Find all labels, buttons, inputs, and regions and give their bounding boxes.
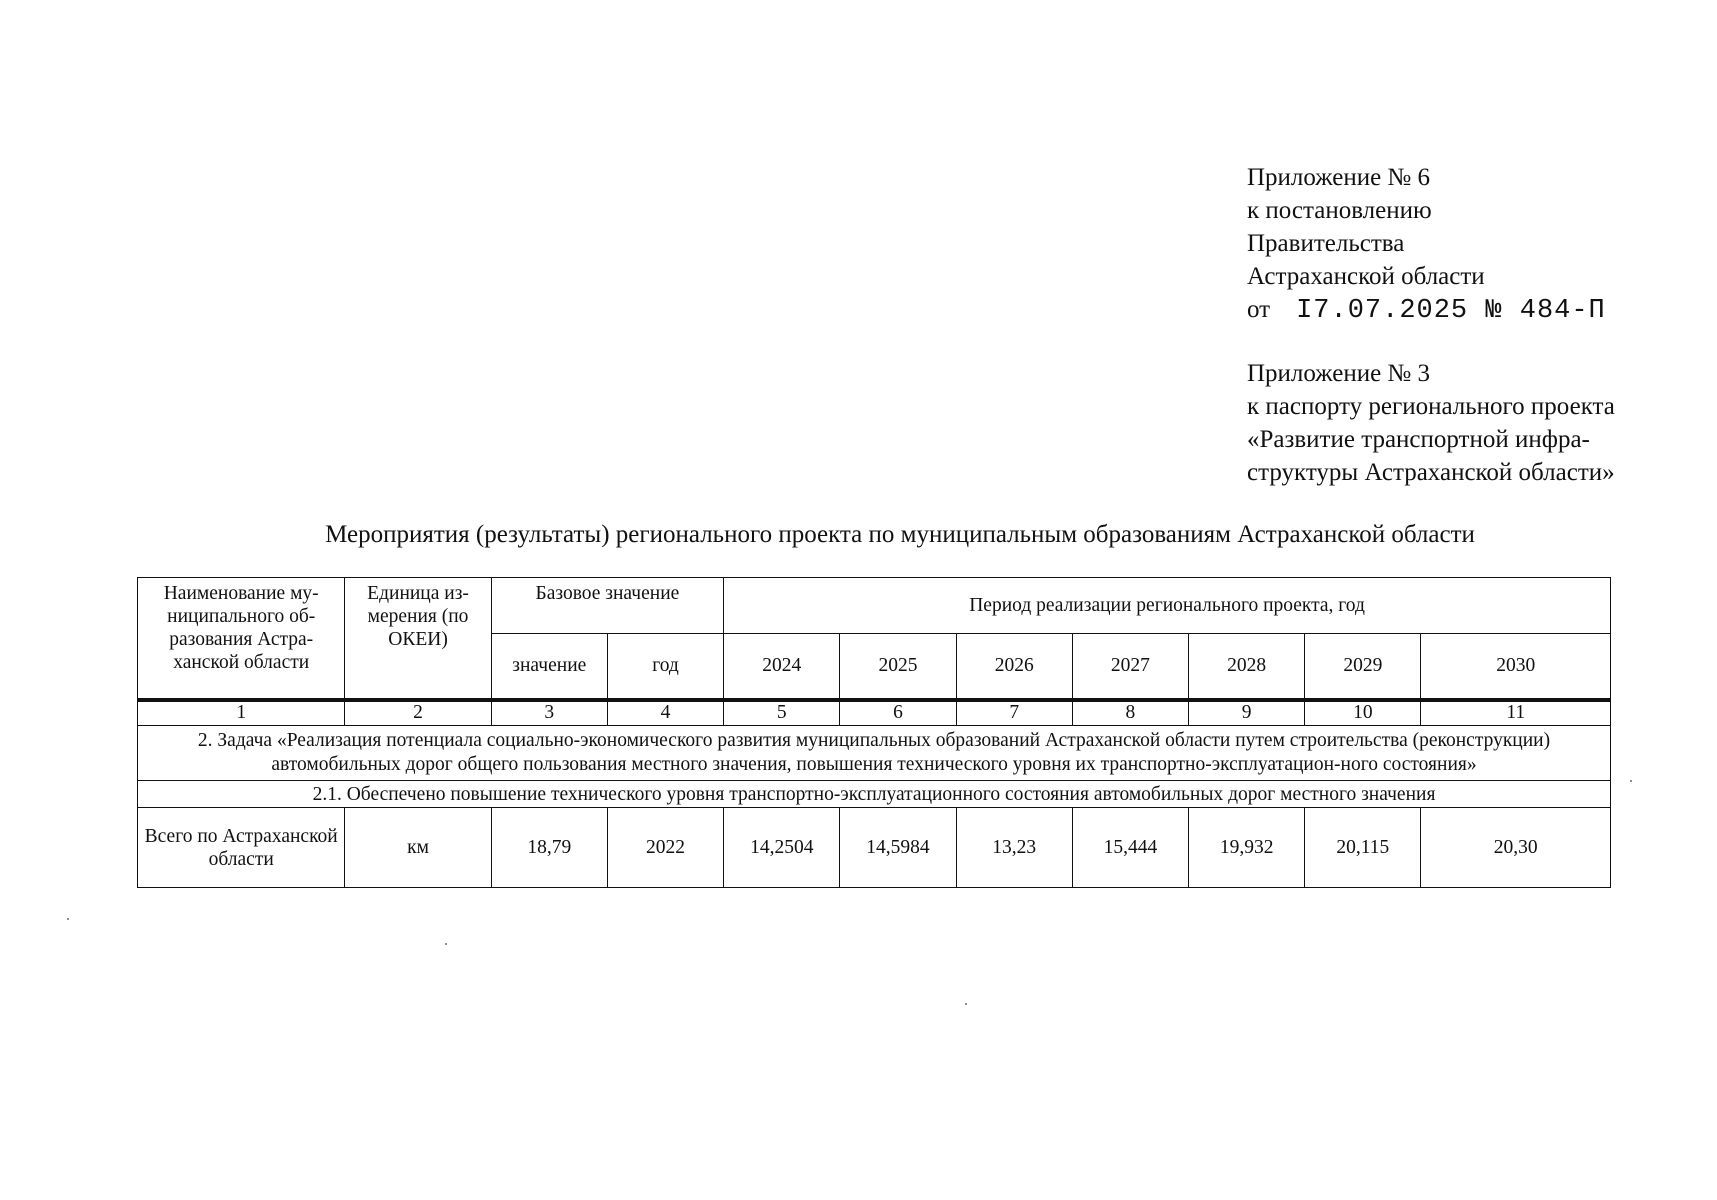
appendix-3-line-1: Приложение № 3 (1247, 360, 1431, 387)
column-number: 10 (1305, 700, 1421, 726)
header-municipality: Наименование му-ниципального об-разования Астра-ханской области (138, 578, 345, 700)
column-number: 4 (607, 700, 723, 726)
scan-speck (445, 943, 447, 945)
header-year-2024: 2024 (724, 634, 840, 700)
header-unit: Единица из-мерения (по ОКЕИ) (345, 578, 491, 700)
header-base-value: Базовое значение (491, 578, 723, 634)
scan-speck (1630, 780, 1632, 782)
column-number: 7 (956, 700, 1072, 726)
date-prefix: от (1247, 296, 1271, 323)
value-2026: 13,23 (956, 808, 1072, 888)
column-number: 1 (138, 700, 345, 726)
column-number: 9 (1189, 700, 1305, 726)
header-period: Период реализации регионального проекта, год (724, 578, 1611, 634)
scan-speck (965, 1003, 967, 1005)
value-2028: 19,932 (1189, 808, 1305, 888)
resolution-date-stamp: I7.07.2025 № 484-П (1296, 296, 1606, 326)
column-number: 8 (1072, 700, 1188, 726)
value-2029: 20,115 (1305, 808, 1421, 888)
value-2027: 15,444 (1072, 808, 1188, 888)
header-year-2030: 2030 (1421, 634, 1611, 700)
column-number: 11 (1421, 700, 1611, 726)
header-value: значение (491, 634, 607, 700)
task-row: 2. Задача «Реализация потенциала социально-экономического развития муниципальных образований Астраханской области путем строительства (реконструкции) автомобильных дорог общего пользования местного значения, повышения технического уровня их транспортно-эксплуатацион-ного состояния» (138, 726, 1611, 781)
header-year-2028: 2028 (1189, 634, 1305, 700)
header-year-2029: 2029 (1305, 634, 1421, 700)
value-2030: 20,30 (1421, 808, 1611, 888)
appendix-6-line-2: к постановлению (1247, 197, 1432, 224)
column-number: 5 (724, 700, 840, 726)
column-number: 3 (491, 700, 607, 726)
column-number: 2 (345, 700, 491, 726)
row-municipality-name: Всего по Астраханской области (138, 808, 345, 888)
value-2024: 14,2504 (724, 808, 840, 888)
scan-speck (67, 918, 69, 920)
appendix-6-block (1247, 161, 1606, 328)
resolution-date-line (1247, 293, 1606, 328)
column-number: 6 (840, 700, 956, 726)
row-base-value: 18,79 (491, 808, 607, 888)
result-row: 2.1. Обеспечено повышение технического уровня транспортно-эксплуатационного состояния автомобильных дорог местного значения (138, 781, 1611, 808)
header-year-2027: 2027 (1072, 634, 1188, 700)
appendix-3-line-4: структуры Астраханской области» (1247, 459, 1615, 486)
measures-table (137, 577, 1611, 888)
header-year-2026: 2026 (956, 634, 1072, 700)
value-2025: 14,5984 (840, 808, 956, 888)
row-base-year: 2022 (607, 808, 723, 888)
appendix-6-line-1: Приложение № 6 (1247, 164, 1431, 191)
header-year-2025: 2025 (840, 634, 956, 700)
document-title: Мероприятия (результаты) регионального проекта по муниципальным образованиям Астраханской области (325, 521, 1475, 548)
header-year: год (607, 634, 723, 700)
appendix-6-line-3: Правительства (1247, 230, 1405, 257)
row-unit: км (345, 808, 491, 888)
appendix-6-line-4: Астраханской области (1247, 263, 1485, 290)
appendix-3-line-3: «Развитие транспортной инфра- (1247, 426, 1590, 453)
appendix-3-block (1247, 357, 1615, 489)
appendix-3-line-2: к паспорту регионального проекта (1247, 393, 1615, 420)
